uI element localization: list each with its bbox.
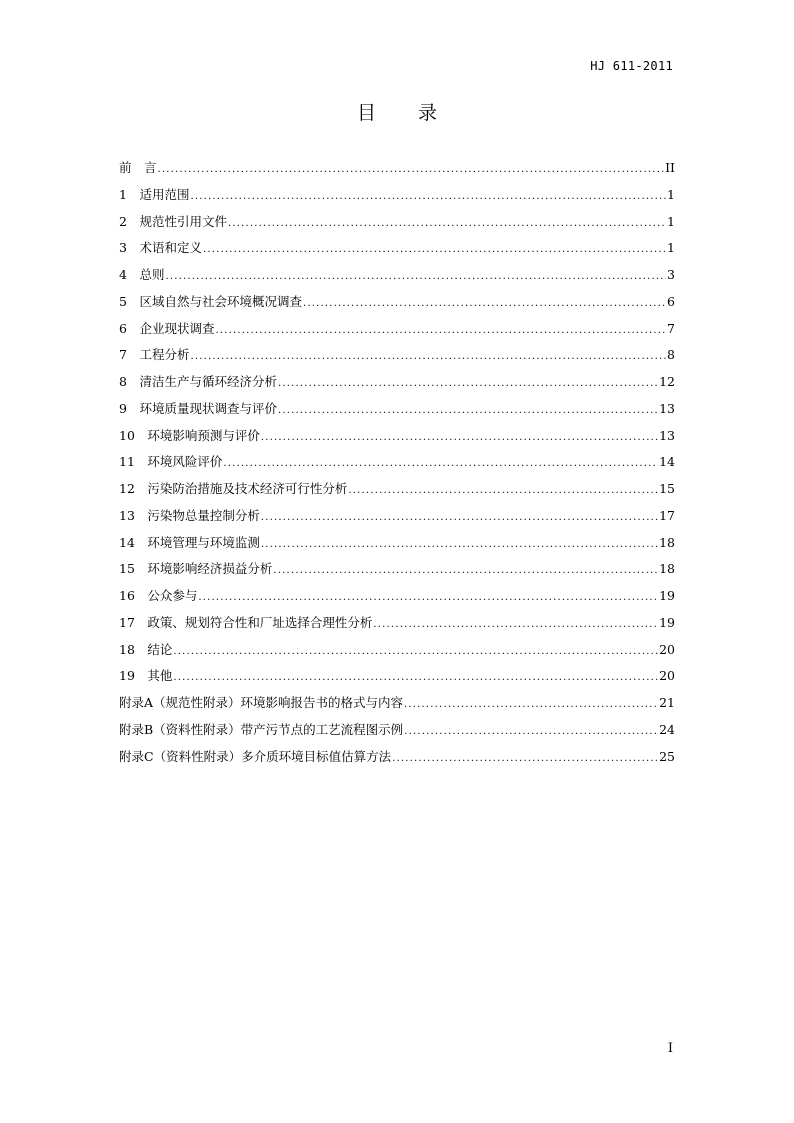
toc-entry[interactable]	[119, 747, 675, 774]
toc-leader-dots	[404, 699, 658, 710]
toc-entry-page: 25	[659, 748, 675, 764]
toc-entry[interactable]	[119, 693, 675, 720]
toc-leader-dots	[261, 512, 658, 523]
toc-entry-page: 13	[659, 427, 675, 443]
toc-entry-label: 12 污染防治措施及技术经济可行性分析	[119, 481, 348, 496]
toc-entry-label: 附录A（规范性附录）环境影响报告书的格式与内容	[119, 695, 404, 710]
toc-entry-label: 9 环境质量现状调查与评价	[119, 400, 277, 416]
toc-entry-page: 18	[659, 534, 675, 550]
toc-entry-page: 20	[659, 668, 675, 684]
document-code: HJ 611-2011	[590, 59, 673, 73]
toc-entry-label: 6 企业现状调查	[119, 320, 215, 336]
toc-entry[interactable]	[119, 613, 675, 640]
toc-entry-label: 16 公众参与	[119, 588, 198, 603]
toc-entry[interactable]	[119, 158, 675, 185]
toc-entry-label: 5 区域自然与社会环境概况调查	[119, 293, 302, 309]
toc-entry[interactable]	[119, 586, 675, 613]
toc-entry[interactable]	[119, 319, 675, 346]
toc-entry-label: 附录B（资料性附录）带产污节点的工艺流程图示例	[119, 721, 404, 737]
toc-entry-page: 1	[667, 186, 675, 202]
toc-entry-page: 8	[667, 347, 675, 363]
toc-entry-label: 7 工程分析	[119, 347, 190, 363]
toc-entry[interactable]	[119, 559, 675, 586]
toc-leader-dots	[273, 565, 658, 576]
toc-entry-page: 19	[659, 588, 675, 603]
toc-leader-dots	[278, 378, 658, 389]
toc-entry-page: 12	[659, 374, 675, 389]
toc-entry-label: 11 环境风险评价	[119, 454, 223, 470]
toc-leader-dots	[158, 164, 665, 175]
toc-entry-page: 19	[659, 614, 675, 630]
toc-entry-page: 17	[659, 507, 675, 523]
toc-entry-label: 4 总则	[119, 267, 165, 282]
toc-entry[interactable]	[119, 720, 675, 747]
toc-entry-page: 14	[659, 454, 675, 470]
toc-entry-label: 18 结论	[119, 641, 173, 657]
toc-leader-dots	[373, 619, 658, 630]
toc-entry-page: 18	[659, 561, 675, 577]
toc-leader-dots	[215, 325, 666, 336]
toc-leader-dots	[404, 726, 658, 737]
toc-entry[interactable]	[119, 640, 675, 667]
toc-leader-dots	[392, 753, 658, 764]
toc-leader-dots	[203, 244, 666, 255]
toc-leader-dots	[303, 298, 666, 309]
toc-entry[interactable]	[119, 265, 675, 292]
toc-entry-page: II	[665, 160, 675, 175]
toc-entry-page: 6	[667, 293, 675, 309]
toc-entry-page: 1	[667, 240, 675, 256]
toc-leader-dots	[173, 672, 658, 683]
page-number: I	[667, 1041, 673, 1056]
toc-leader-dots	[261, 539, 658, 550]
toc-entry-label: 2 规范性引用文件	[119, 213, 227, 229]
toc-entry-page: 20	[659, 641, 675, 657]
toc-entry-label: 3 术语和定义	[119, 240, 202, 256]
toc-leader-dots	[228, 218, 666, 229]
toc-entry-label: 19 其他	[119, 668, 173, 684]
toc-entry[interactable]	[119, 372, 675, 399]
toc-entry[interactable]	[119, 666, 675, 693]
toc-leader-dots	[223, 458, 658, 469]
toc-entry[interactable]	[119, 399, 675, 426]
toc-entry[interactable]	[119, 238, 675, 265]
toc-entry-page: 13	[659, 400, 675, 416]
toc-leader-dots	[165, 271, 666, 282]
toc-entry-page: 3	[667, 267, 675, 282]
toc-leader-dots	[173, 646, 658, 657]
toc-entry[interactable]	[119, 426, 675, 453]
toc-entry[interactable]	[119, 452, 675, 479]
toc-entry-page: 7	[667, 320, 675, 336]
toc-entry-label: 14 环境管理与环境监测	[119, 534, 260, 550]
toc-entry-page: 21	[659, 695, 675, 710]
toc-entry-label: 13 污染物总量控制分析	[119, 507, 260, 523]
toc-entry[interactable]	[119, 292, 675, 319]
toc-entry-label: 10 环境影响预测与评价	[119, 427, 260, 443]
toc-leader-dots	[348, 485, 658, 496]
toc-entry[interactable]	[119, 185, 675, 212]
toc-leader-dots	[198, 592, 658, 603]
toc-title: 目 录	[356, 102, 456, 124]
toc-entry-page: 15	[659, 481, 675, 496]
toc-leader-dots	[278, 405, 658, 416]
toc-entry-label: 8 清洁生产与循环经济分析	[119, 374, 277, 389]
toc-leader-dots	[190, 191, 666, 202]
toc-entry[interactable]	[119, 533, 675, 560]
toc-entry-label: 1 适用范围	[119, 186, 190, 202]
toc-entry-label: 附录C（资料性附录）多介质环境目标值估算方法	[119, 748, 392, 764]
toc-entry[interactable]	[119, 345, 675, 372]
toc-entry-label: 17 政策、规划符合性和厂址选择合理性分析	[119, 614, 373, 630]
table-of-contents	[119, 158, 675, 773]
toc-entry-page: 24	[659, 721, 675, 737]
toc-entry[interactable]	[119, 212, 675, 239]
toc-leader-dots	[190, 351, 666, 362]
toc-entry-label: 15 环境影响经济损益分析	[119, 561, 273, 577]
toc-entry-page: 1	[667, 213, 675, 229]
toc-entry[interactable]	[119, 506, 675, 533]
toc-entry[interactable]	[119, 479, 675, 506]
toc-entry-label: 前 言	[119, 160, 157, 175]
toc-leader-dots	[261, 432, 658, 443]
